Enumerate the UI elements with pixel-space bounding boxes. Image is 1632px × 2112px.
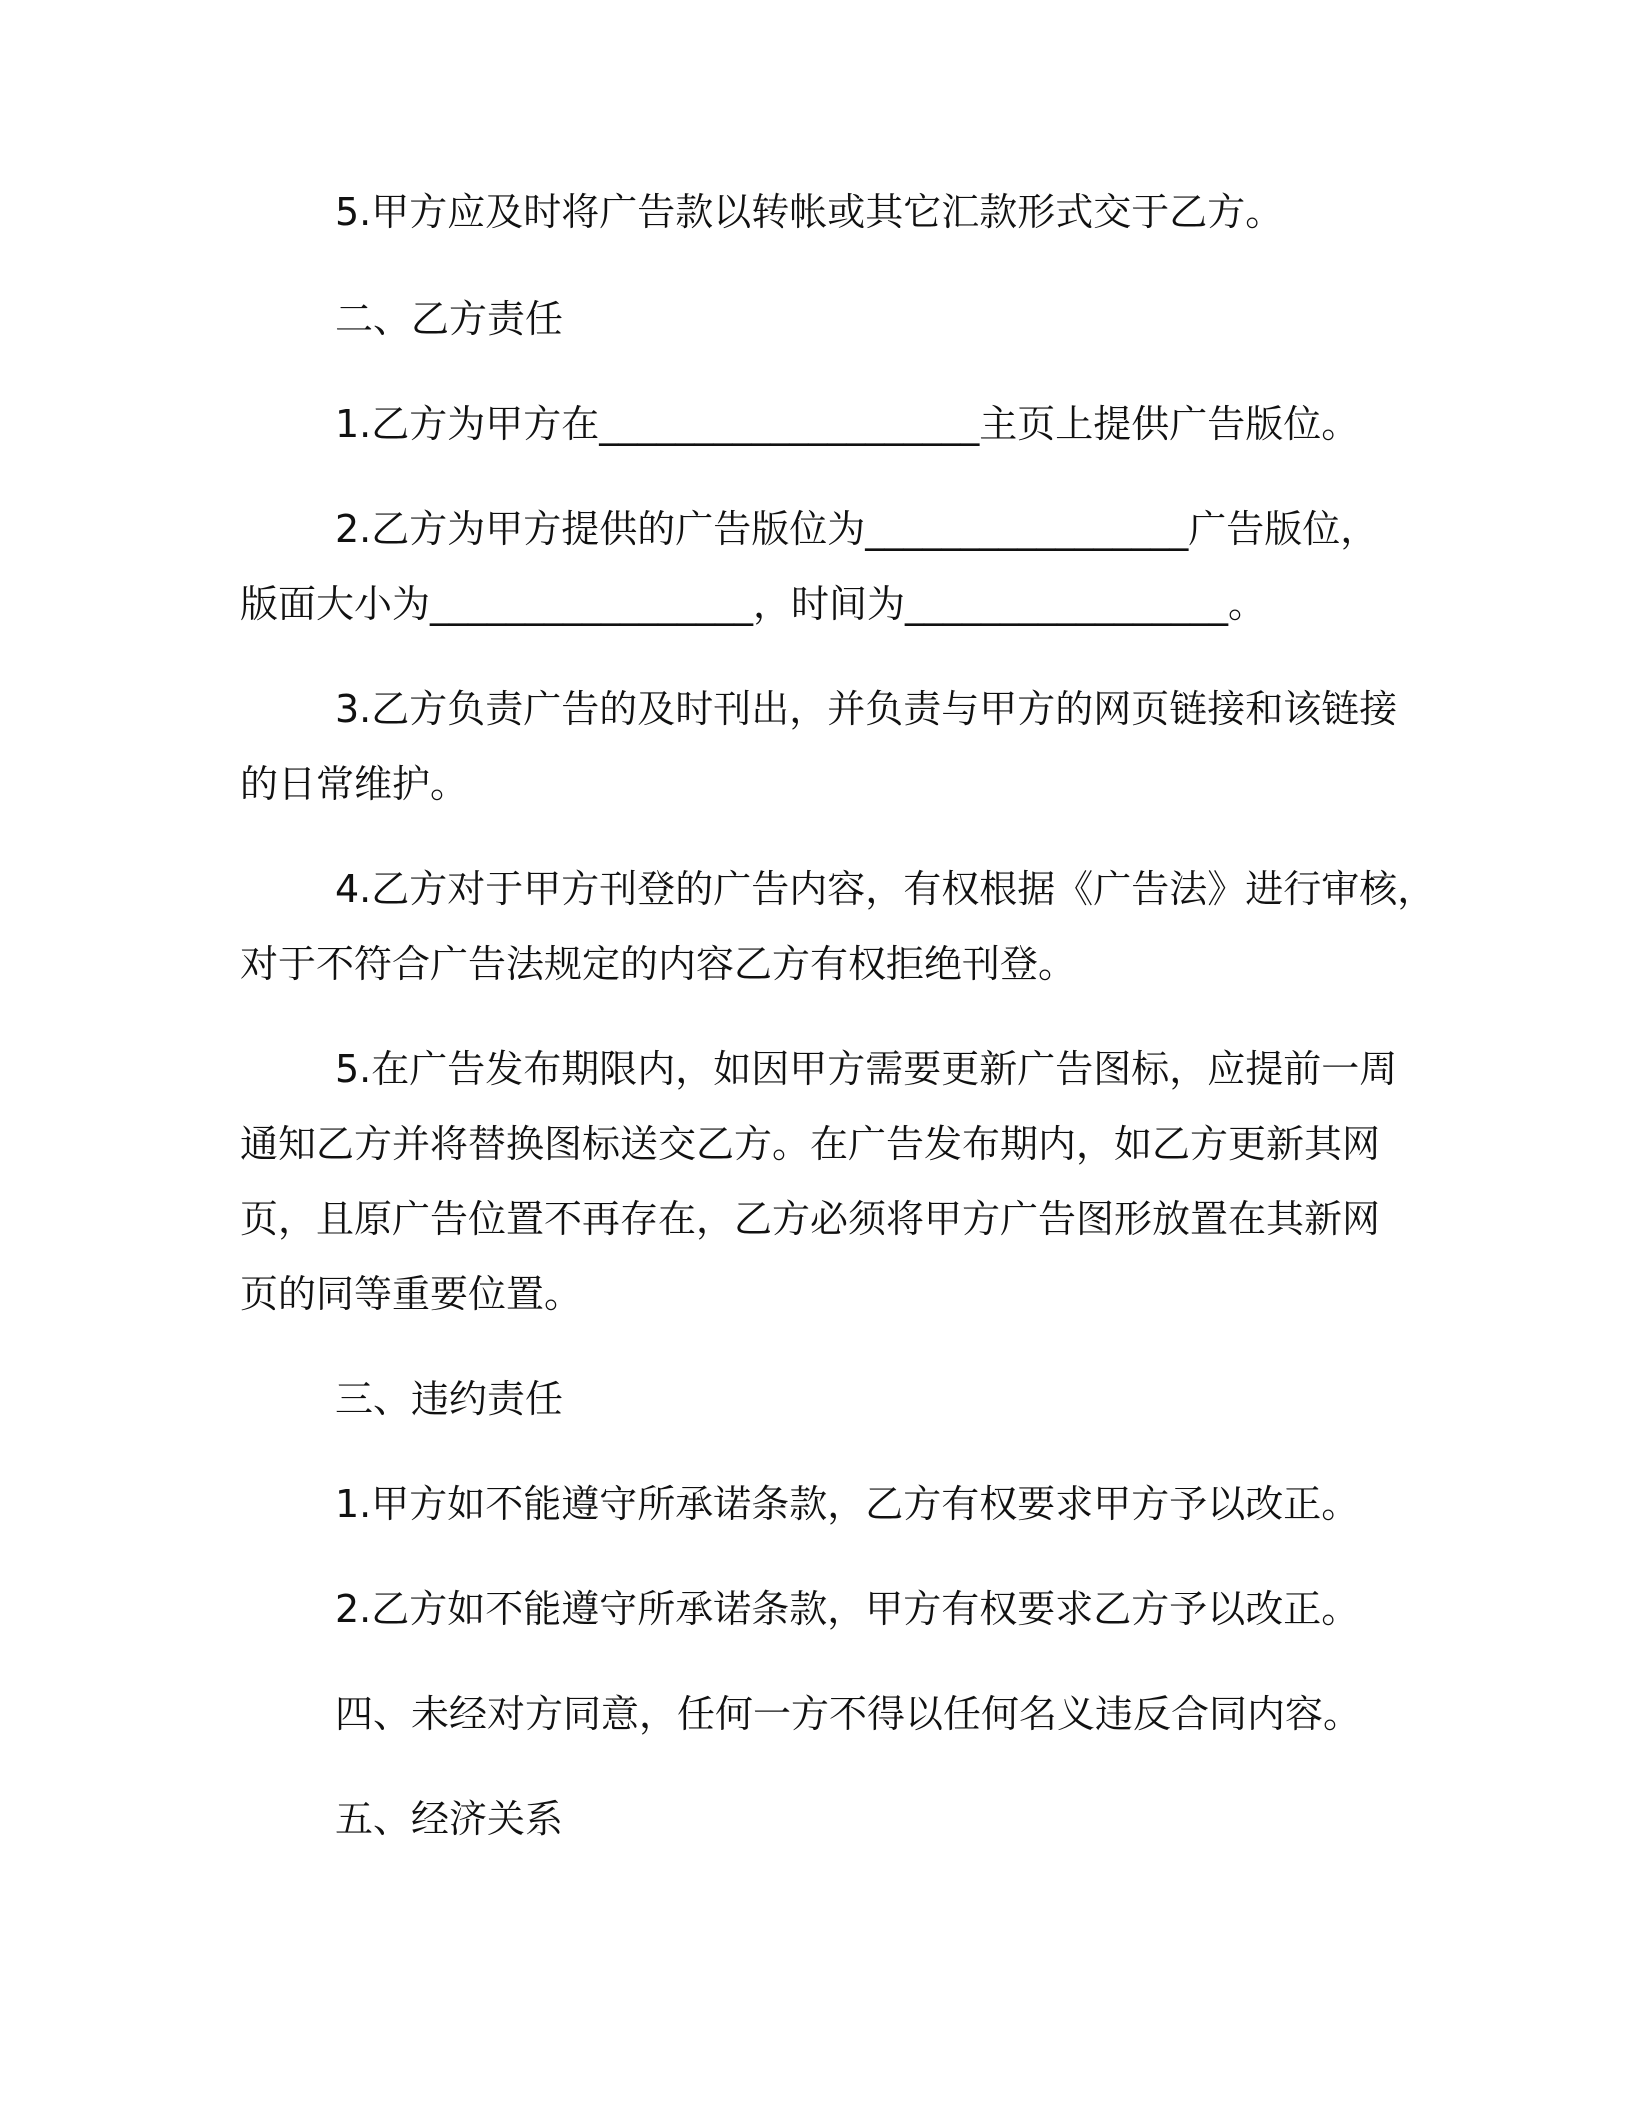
section-heading-no-violation: 四、未经对方同意，任何一方不得以任何名义违反合同内容。 — [335, 1692, 1362, 1736]
clause-party-b-5-line-4: 页的同等重要位置。 — [240, 1272, 583, 1316]
section-heading-economic: 五、经济关系 — [335, 1797, 564, 1841]
clause-party-b-1: 1.乙方为甲方在____________________主页上提供广告版位。 — [335, 402, 1360, 446]
clause-party-b-3-line-2: 的日常维护。 — [240, 762, 469, 806]
clause-party-b-5-line-3: 页，且原广告位置不再存在，乙方必须将甲方广告图形放置在其新网 — [240, 1197, 1381, 1241]
clause-breach-1: 1.甲方如不能遵守所承诺条款，乙方有权要求甲方予以改正。 — [335, 1482, 1360, 1526]
clause-breach-2: 2.乙方如不能遵守所承诺条款，甲方有权要求乙方予以改正。 — [335, 1587, 1360, 1631]
clause-party-a-5: 5.甲方应及时将广告款以转帐或其它汇款形式交于乙方。 — [335, 190, 1284, 234]
clause-party-b-4-line-1: 4.乙方对于甲方刊登的广告内容，有权根据《广告法》进行审核， — [335, 867, 1436, 911]
clause-party-b-4-line-2: 对于不符合广告法规定的内容乙方有权拒绝刊登。 — [240, 942, 1077, 986]
clause-party-b-5-line-2: 通知乙方并将替换图标送交乙方。在广告发布期内，如乙方更新其网 — [240, 1122, 1381, 1166]
section-heading-breach: 三、违约责任 — [335, 1377, 564, 1421]
clause-party-b-2-line-2: 版面大小为_________________，时间为_________________。 — [240, 582, 1267, 626]
section-heading-party-b: 二、乙方责任 — [335, 297, 564, 341]
clause-party-b-3-line-1: 3.乙方负责广告的及时刊出，并负责与甲方的网页链接和该链接 — [335, 687, 1398, 731]
clause-party-b-2-line-1: 2.乙方为甲方提供的广告版位为_________________广告版位， — [335, 507, 1379, 551]
clause-party-b-5-line-1: 5.在广告发布期限内，如因甲方需要更新广告图标，应提前一周 — [335, 1047, 1398, 1091]
